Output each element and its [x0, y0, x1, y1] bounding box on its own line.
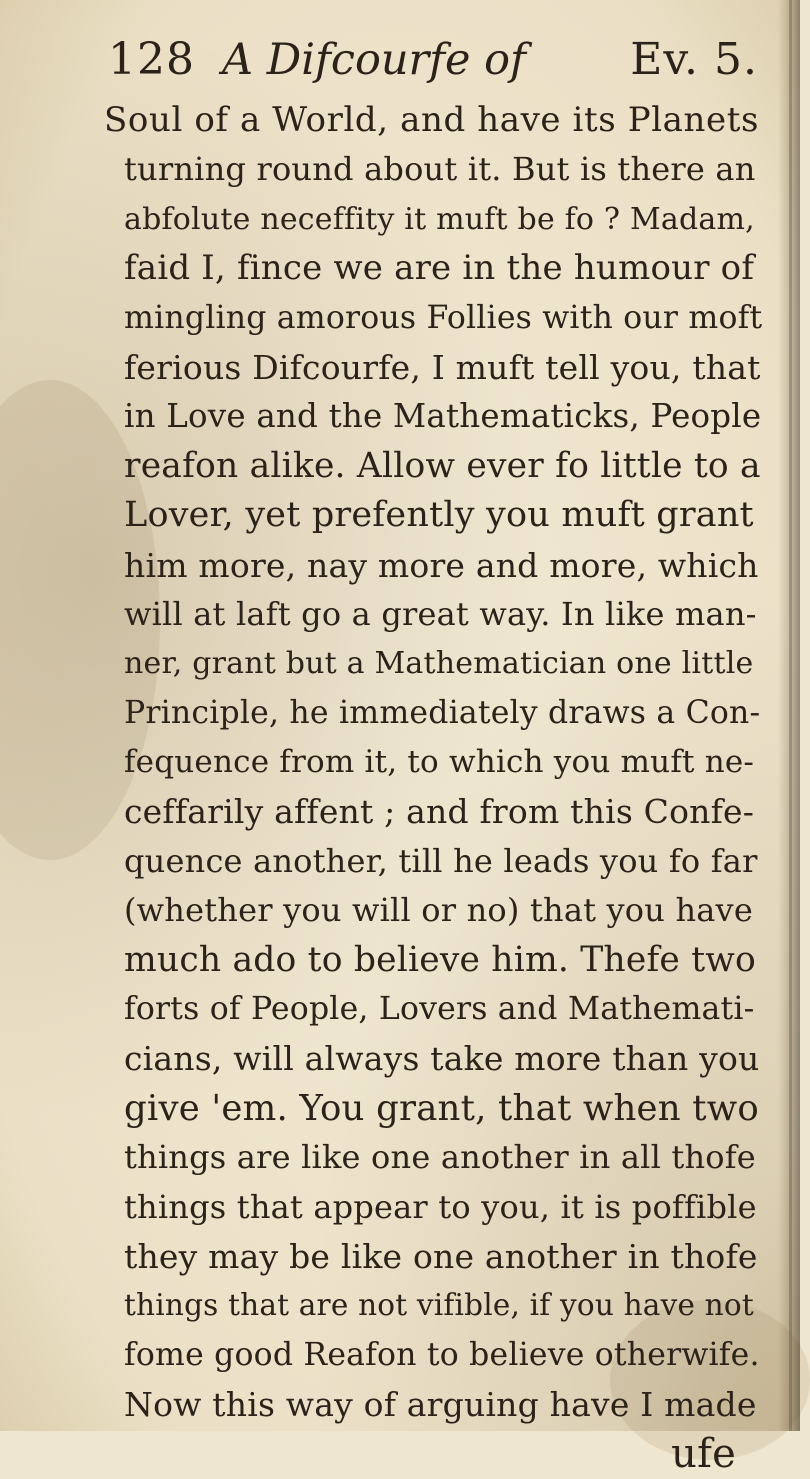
text-line: ferious Difcourfe, I muft tell you, that: [124, 347, 761, 387]
text-line: ceffarily affent ; and from this Confe-: [124, 792, 755, 832]
text-line: fequence from it, to which you muft ne-: [124, 744, 755, 781]
text-line: faid I, fince we are in the humour of: [124, 248, 755, 289]
text-line: Soul of a World, and have its Planets: [104, 100, 760, 140]
signature-mark: Ev. 5.: [630, 34, 758, 85]
page-number: 128: [108, 34, 195, 85]
text-line: ner, grant but a Mathematician one little: [124, 646, 754, 682]
catchword: ufe: [671, 1430, 736, 1477]
text-line: Principle, he immediately draws a Con-: [124, 694, 761, 731]
running-title: A Difcourfe of: [222, 35, 526, 85]
text-line: things that appear to you, it is poffible: [124, 1187, 757, 1226]
text-line: (whether you will or no) that you have: [124, 891, 753, 930]
text-line: things are like one another in all thofe: [124, 1138, 756, 1177]
binding-shadow: [778, 0, 800, 1431]
text-line: mingling amorous Follies with our moft: [124, 299, 763, 336]
text-line: quence another, till he leads you fo far: [124, 841, 758, 880]
text-line: cians, will always take more than you: [124, 1039, 760, 1079]
text-line: much ado to believe him. Thefe two: [124, 939, 756, 980]
text-line: him more, nay more and more, which: [124, 545, 759, 585]
text-line: fome good Reafon to believe otherwife.: [124, 1336, 760, 1373]
text-line: in Love and the Mathematicks, People: [124, 397, 762, 436]
text-line: abfolute neceffity it muft be fo ? Madam,: [124, 201, 755, 237]
text-line: Now this way of arguing have I made: [124, 1385, 757, 1425]
text-line: they may be like one another in thofe: [124, 1236, 758, 1276]
text-line: will at laft go a great way. In like man-: [124, 594, 757, 633]
running-header: [108, 30, 758, 90]
text-line: forts of People, Lovers and Mathemati-: [124, 991, 755, 1028]
text-line: reafon alike. Allow ever fo little to a: [124, 445, 761, 486]
text-line: things that are not vifible, if you have not: [124, 1288, 754, 1323]
text-line: Lover, yet prefently you muft grant: [124, 495, 754, 536]
body-text: [104, 96, 762, 1479]
text-line: give 'em. You grant, that when two: [124, 1087, 759, 1129]
text-line: turning round about it. But is there an: [124, 150, 756, 189]
